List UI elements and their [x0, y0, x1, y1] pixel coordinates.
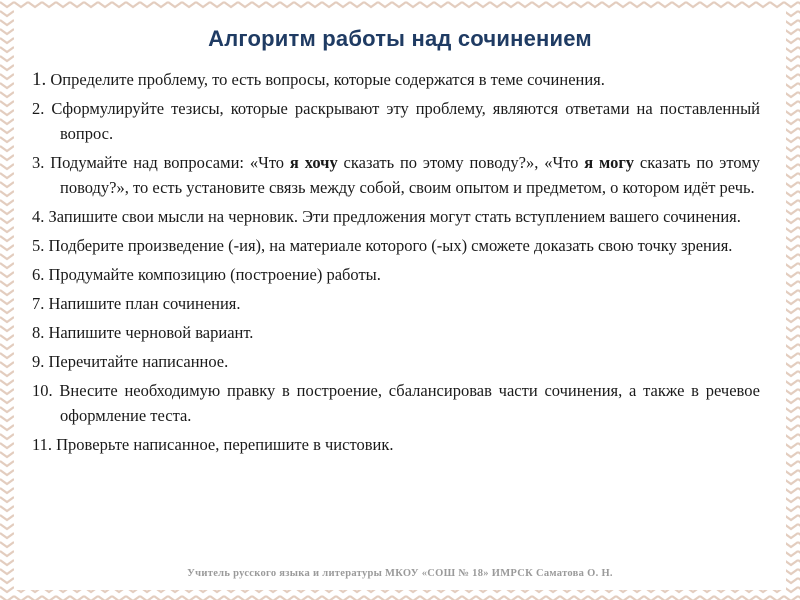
step-item: [32, 233, 760, 258]
step-text: Сформулируйте тезисы, которые раскрывают эту проблему, являются ответами на поставленный вопрос.: [44, 99, 760, 143]
step-number: 7.: [32, 294, 45, 313]
step-item: [32, 67, 760, 92]
step-text: Перечитайте написанное.: [44, 352, 229, 371]
steps-list: [32, 67, 760, 461]
step-item: [32, 432, 760, 457]
step-number: 5.: [32, 236, 45, 255]
step-number: 9.: [32, 352, 45, 371]
step-emphasis: я хочу: [289, 153, 338, 172]
step-item: [32, 262, 760, 287]
slide-content: [14, 10, 786, 590]
step-item: [32, 150, 760, 200]
step-text: Подберите произведение (-ия), на материале которого (-ых) сможете доказать свою точку зрения.: [44, 236, 733, 255]
step-text: Продумайте композицию (построение) работы.: [44, 265, 381, 284]
step-number: 6.: [32, 265, 45, 284]
step-item: [32, 96, 760, 146]
step-text: Внесите необходимую правку в построение, сбалансировав части сочинения, а также в речевое оформление теста.: [52, 381, 760, 425]
step-number: 4.: [32, 207, 45, 226]
step-item: [32, 378, 760, 428]
step-item: [32, 291, 760, 316]
footer-author: Учитель русского языка и литературы МКОУ «СОШ № 18» ИМРСК Саматова О. Н.: [187, 568, 613, 579]
step-text: Подумайте над вопросами: «Что: [44, 153, 290, 172]
step-number: 10.: [32, 381, 53, 400]
step-number: 11.: [32, 435, 53, 454]
step-number: 8.: [32, 323, 45, 342]
step-number: 3.: [32, 153, 45, 172]
step-text: Определите проблему, то есть вопросы, которые содержатся в теме сочинения.: [46, 70, 605, 89]
step-number: 2.: [32, 99, 45, 118]
page-title: Алгоритм работы над сочинением: [208, 26, 592, 51]
step-item: [32, 320, 760, 345]
step-item: [32, 204, 760, 229]
step-item: [32, 349, 760, 374]
step-text: сказать по этому поводу?», «Что: [337, 153, 585, 172]
step-number: 1.: [32, 69, 47, 90]
step-text: Проверьте написанное, перепишите в чистовик.: [52, 435, 394, 454]
step-emphasis: я могу: [584, 153, 635, 172]
step-text: Напишите черновой вариант.: [44, 323, 254, 342]
step-text: сказать по этому поводу?», то есть установите связь между собой, своим опытом и предметом, о котором идёт речь.: [60, 153, 760, 197]
step-text: Запишите свои мысли на черновик. Эти предложения могут стать вступлением вашего сочинения.: [44, 207, 741, 226]
step-text: Напишите план сочинения.: [44, 294, 241, 313]
